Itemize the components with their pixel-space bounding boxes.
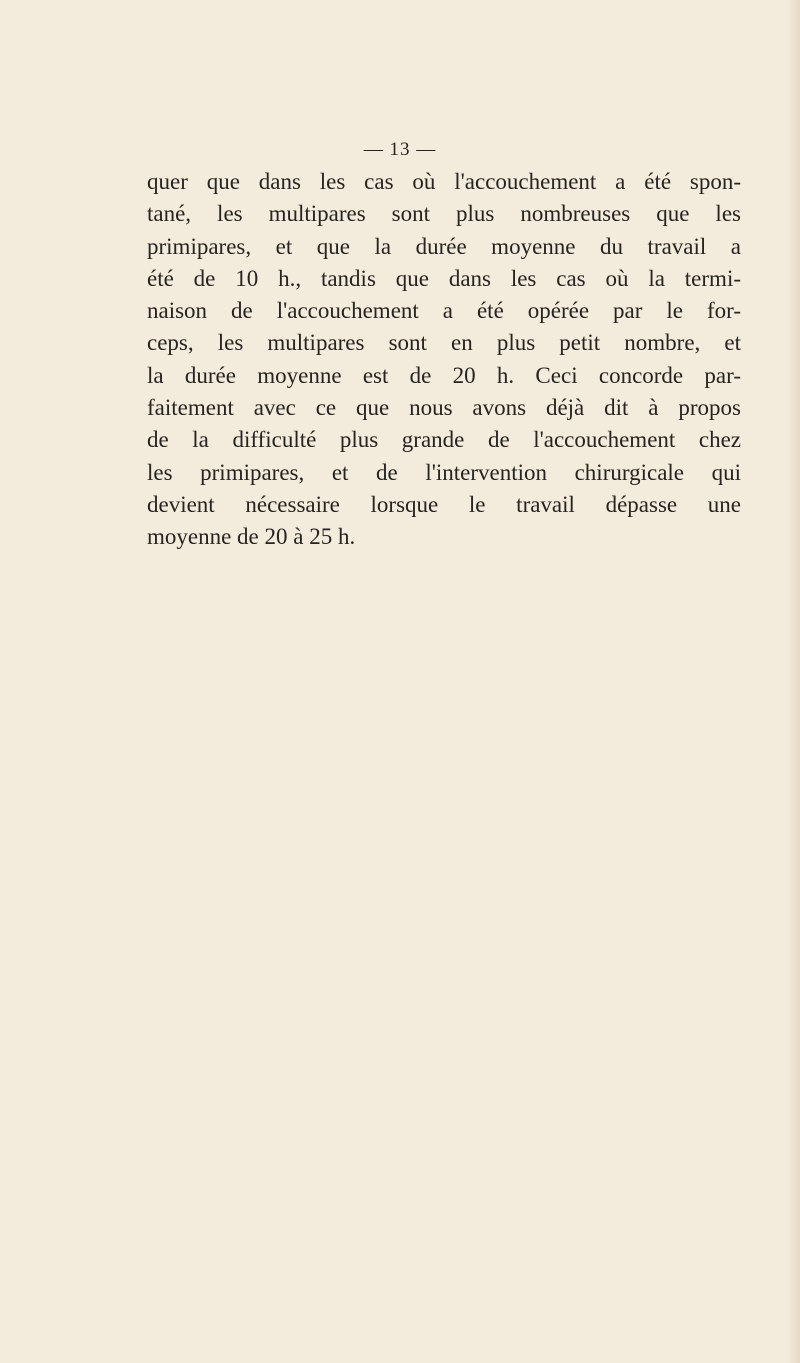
- page-number: — 13 —: [363, 139, 437, 160]
- text-line: naison de l'accouchement a été opérée par le for-: [147, 298, 741, 324]
- text-line: de la difficulté plus grande de l'accouchement chez: [147, 427, 741, 453]
- page-edge-shadow: [786, 0, 800, 1363]
- text-line: devient nécessaire lorsque le travail dépasse une: [147, 491, 741, 517]
- text-line: moyenne de 20 à 25 h.: [147, 524, 356, 550]
- text-line: été de 10 h., tandis que dans les cas où la termi-: [147, 265, 741, 291]
- text-line: la durée moyenne est de 20 h. Ceci concorde par-: [147, 362, 741, 388]
- text-line: quer que dans les cas où l'accouchement a été spon-: [147, 169, 741, 194]
- text-line: faitement avec ce que nous avons déjà dit à propos: [147, 395, 741, 421]
- body-paragraph: [147, 166, 741, 554]
- text-line: tané, les multipares sont plus nombreuses que les: [147, 201, 741, 227]
- text-line: ceps, les multipares sont en plus petit nombre, et: [147, 330, 741, 356]
- text-line: les primipares, et de l'intervention chirurgicale qui: [147, 459, 741, 485]
- text-line: primipares, et que la durée moyenne du travail a: [147, 233, 741, 259]
